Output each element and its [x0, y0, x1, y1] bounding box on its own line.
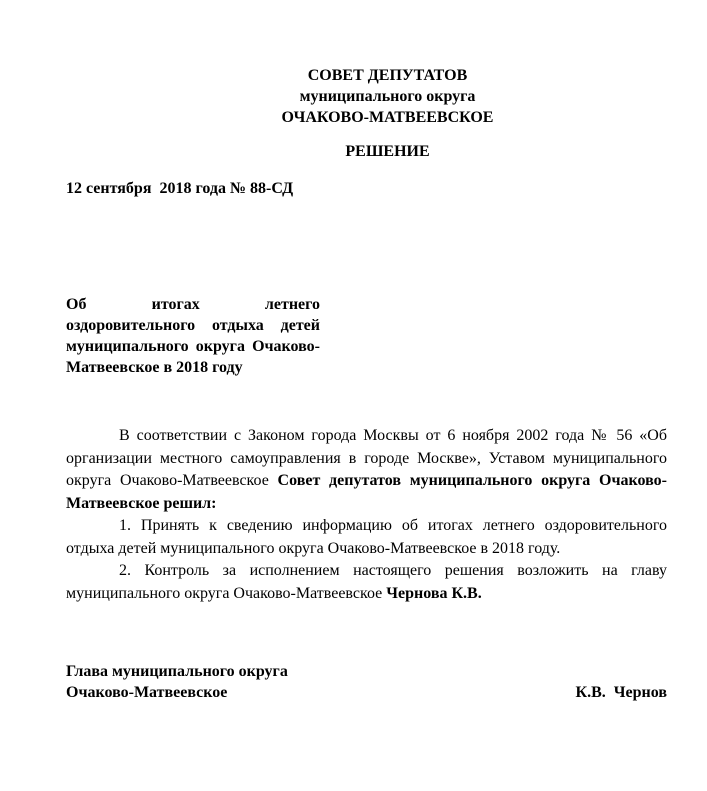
- preamble-paragraph: [66, 425, 667, 515]
- preamble-resolution: Совет депутатов муниципального округа Очаково-Матвеевское решил:: [66, 472, 667, 512]
- signature-block: [66, 661, 667, 703]
- document-header: [0, 65, 707, 128]
- signature-position-line1: Глава муниципального округа: [66, 663, 288, 680]
- decision-body: [66, 425, 667, 605]
- decision-subject: Об итогах летнего оздоровительного отдыха детей муниципального округа Очаково-Матвеевское в 2018 году: [66, 296, 320, 376]
- decision-title: РЕШЕНИЕ: [345, 143, 430, 160]
- preamble-text: В соответствии с Законом города Москвы от 6 ноября 2002 года № 56 «Об организации местного самоуправления в городе Москве», Уставом муниципального округа Очаково-Матвеевское: [66, 427, 667, 489]
- header-municipal-district: муниципального округа: [299, 88, 476, 105]
- header-district-name: ОЧАКОВО-МАТВЕЕВСКОЕ: [281, 109, 494, 126]
- signature-row: [66, 682, 667, 703]
- item-2-text: 2. Контроль за исполнением настоящего решения возложить на главу муниципального округа Очаково-Матвеевское: [66, 562, 667, 602]
- item-2-responsible: Чернова К.В.: [386, 584, 482, 602]
- signature-name: К.В. Чернов: [575, 684, 667, 701]
- signature-position-line2: Очаково-Матвеевское: [66, 684, 228, 701]
- decision-date-number: 12 сентября 2018 года № 88-СД: [66, 180, 294, 197]
- item-2-paragraph: [66, 560, 667, 605]
- item-1-paragraph: 1. Принять к сведению информацию об итогах летнего оздоровительного отдыха детей муниципального округа Очаково-Матвеевское в 2018 году.: [66, 517, 667, 557]
- header-council-title: СОВЕТ ДЕПУТАТОВ: [307, 67, 468, 84]
